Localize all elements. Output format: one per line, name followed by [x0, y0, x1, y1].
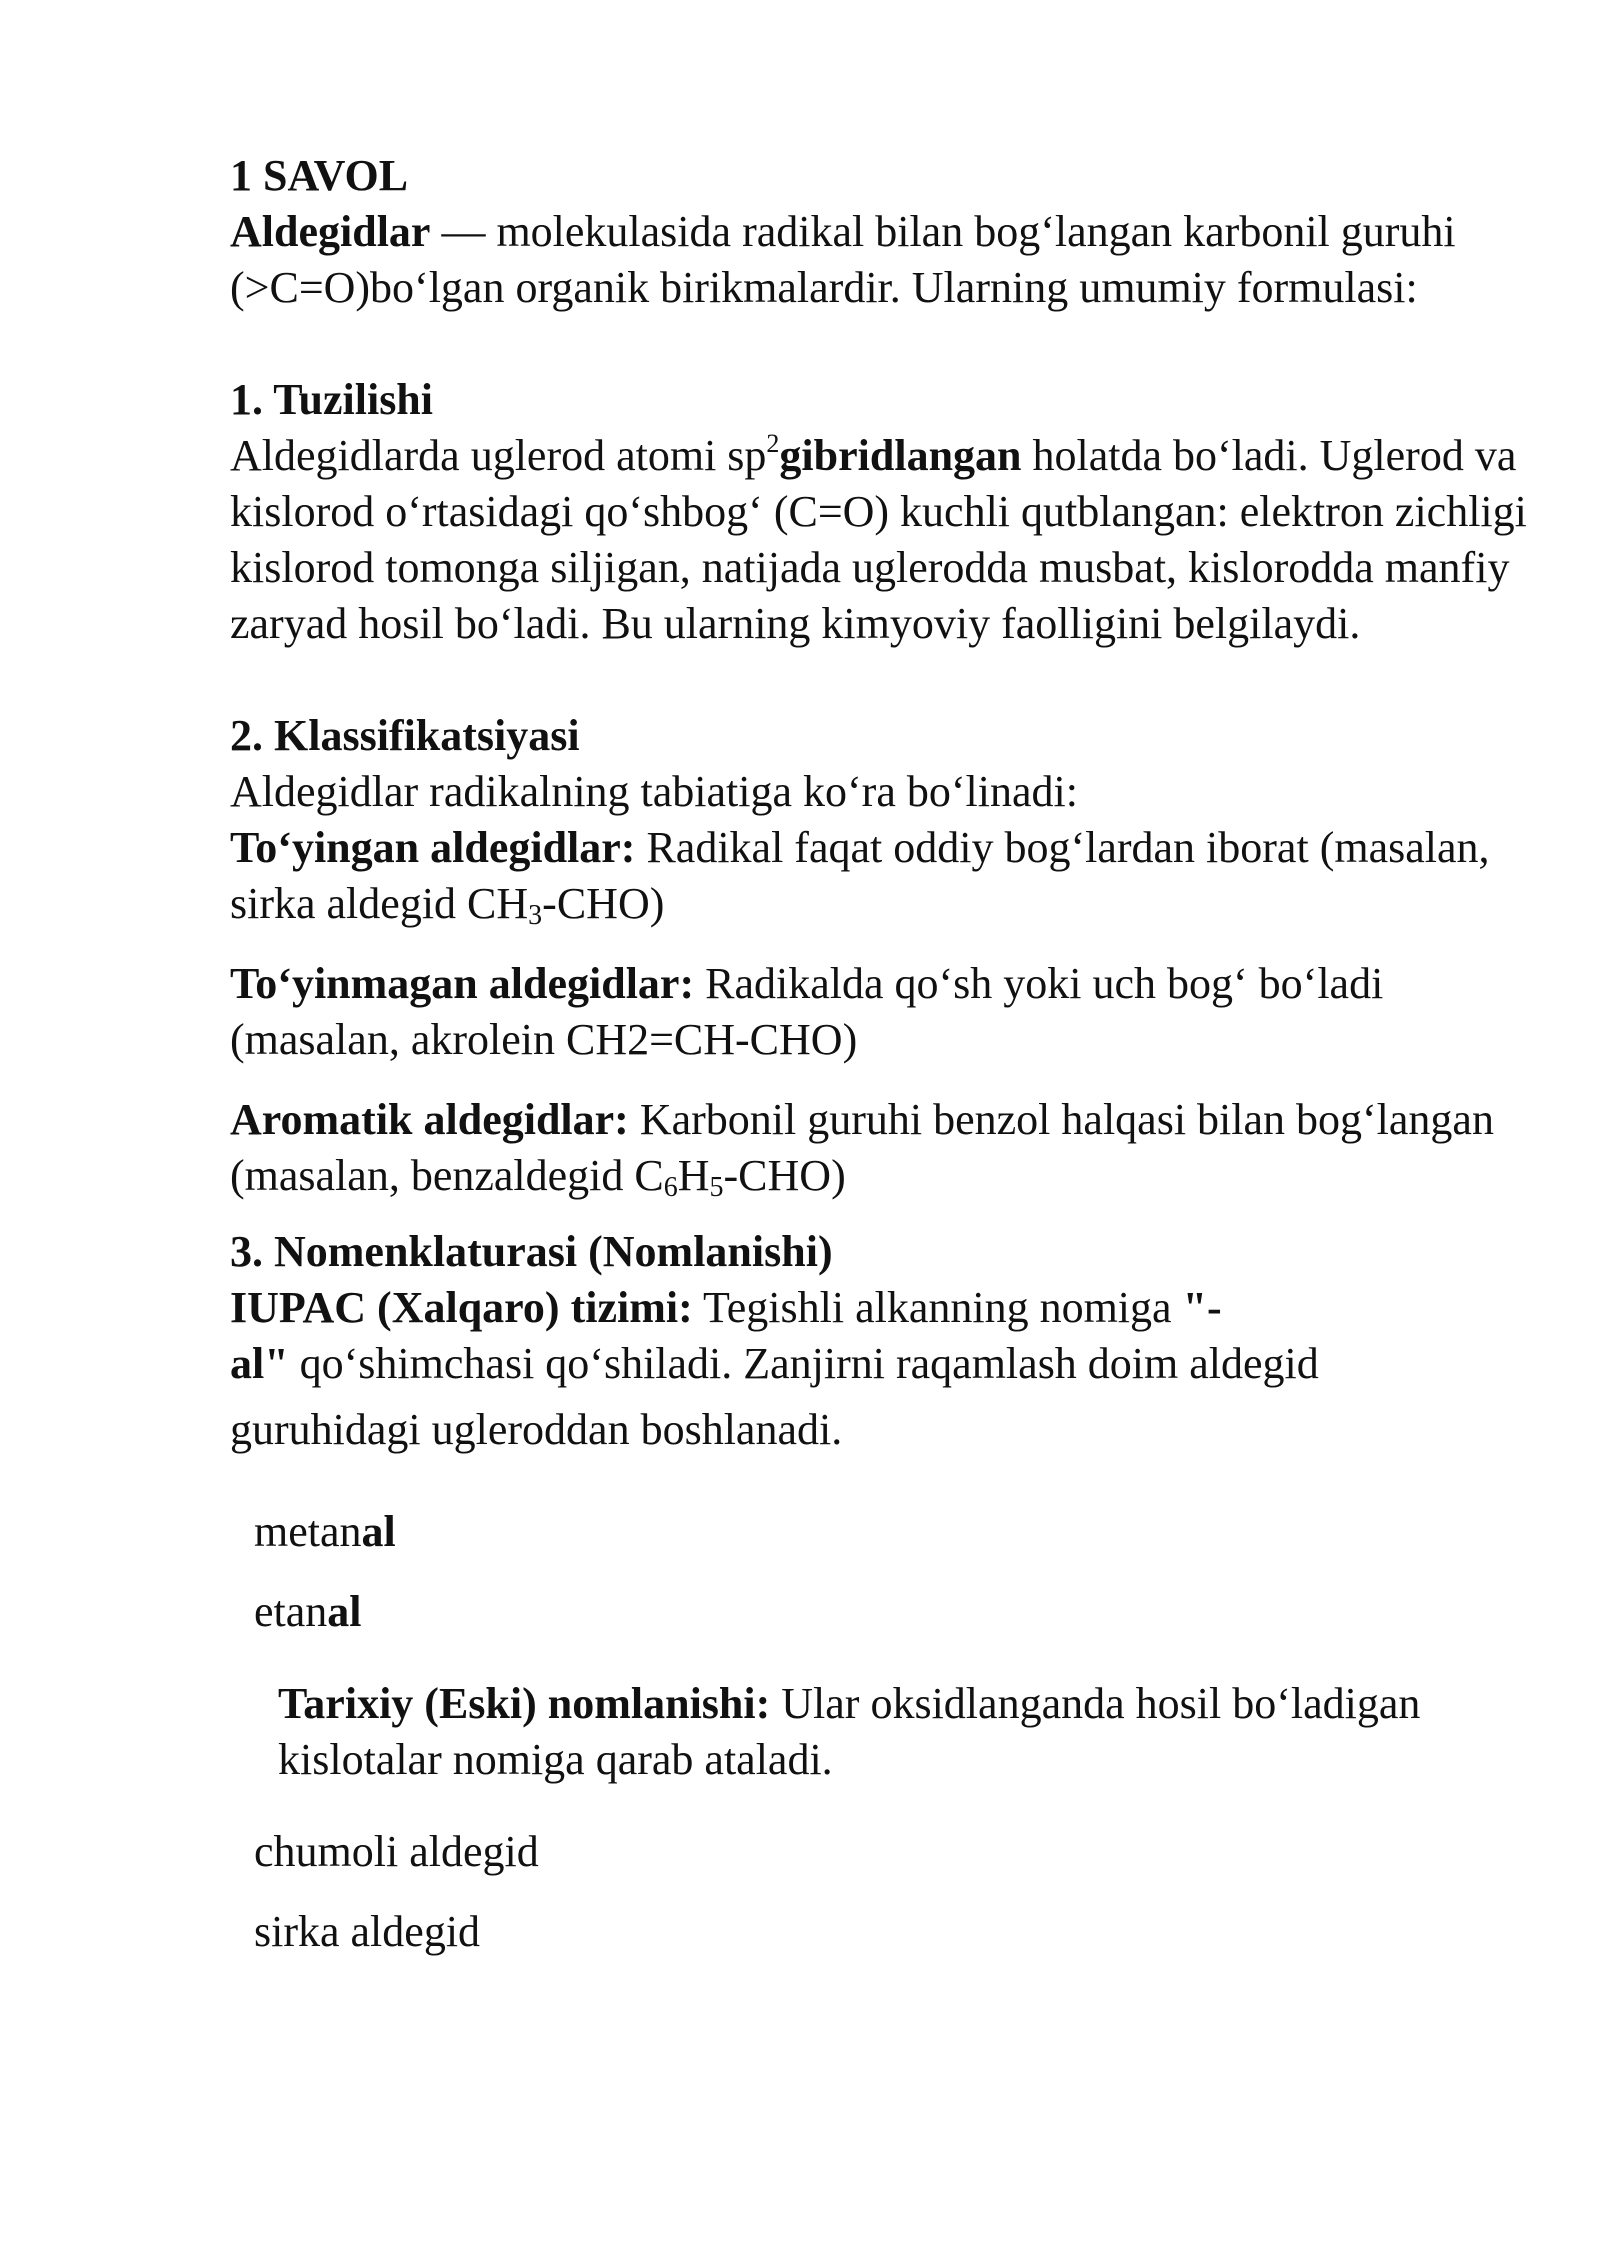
unsaturated-aldehydes: To‘yinmagan aldegidlar: Radikalda qo‘sh yoki uch bog‘ bo‘ladi (masalan, akrolein CH2=CH-CHO) — [230, 959, 1384, 1064]
section-1-text: Aldegidlarda uglerod atomi $sp^2gibridlangan$ holatda bo‘ladi. Uglerod va kislorod o‘rtasidagi qo‘shbog‘ (C=O) kuchli qutblangan: elektron zichligi kislorod tomonga siljigan, natijada uglerodda musbat, kislorodda manfiy zaryad hosil bo‘ladi. Bu ularning kimyoviy faolligini belgilaydi. — [230, 429, 1527, 648]
iupac-line-3: guruhidagi ugleroddan boshlanadi. — [230, 1405, 843, 1454]
saturated-aldehydes: To‘yingan aldegidlar: Radikal faqat oddiy bog‘lardan iborat (masalan, sirka aldegid $CH_3-CHO$) — [230, 823, 1490, 931]
iupac-example: etanal — [254, 1587, 362, 1636]
iupac-example: metanal — [254, 1507, 396, 1556]
iupac-line-1: IUPAC (Xalqaro) tizimi: Tegishli alkanning nomiga "- — [230, 1283, 1222, 1332]
section-3-heading: 3. Nomenklaturasi (Nomlanishi) — [230, 1227, 833, 1276]
historic-naming: Tarixiy (Eski) nomlanishi: Ular oksidlanganda hosil bo‘ladigan kislotalar nomiga qarab ataladi. — [278, 1679, 1421, 1784]
section-1-heading: 1. Tuzilishi — [230, 375, 434, 424]
aromatic-aldehydes: Aromatik aldegidlar: Karbonil guruhi benzol halqasi bilan bog‘langan (masalan, benzaldegid $C_6H_5-CHO$) — [230, 1095, 1494, 1203]
page-title: 1 SAVOL — [230, 151, 409, 200]
iupac-line-2: al" qo‘shimchasi qo‘shiladi. Zanjirni raqamlash doim aldegid — [230, 1339, 1319, 1388]
historic-example: sirka aldegid — [254, 1907, 481, 1956]
section-2-heading: 2. Klassifikatsiyasi — [230, 711, 580, 760]
section-2-intro: Aldegidlar radikalning tabiatiga ko‘ra bo‘linadi: — [230, 767, 1078, 816]
intro-paragraph: Aldegidlar — molekulasida radikal bilan bog‘langan karbonil guruhi (>C=O)bo‘lgan organik birikmalardir. Ularning umumiy formulasi: — [230, 207, 1456, 312]
historic-example: chumoli aldegid — [254, 1827, 539, 1876]
intro-term: Aldegidlar — [230, 207, 431, 256]
document-page — [230, 148, 1530, 1972]
